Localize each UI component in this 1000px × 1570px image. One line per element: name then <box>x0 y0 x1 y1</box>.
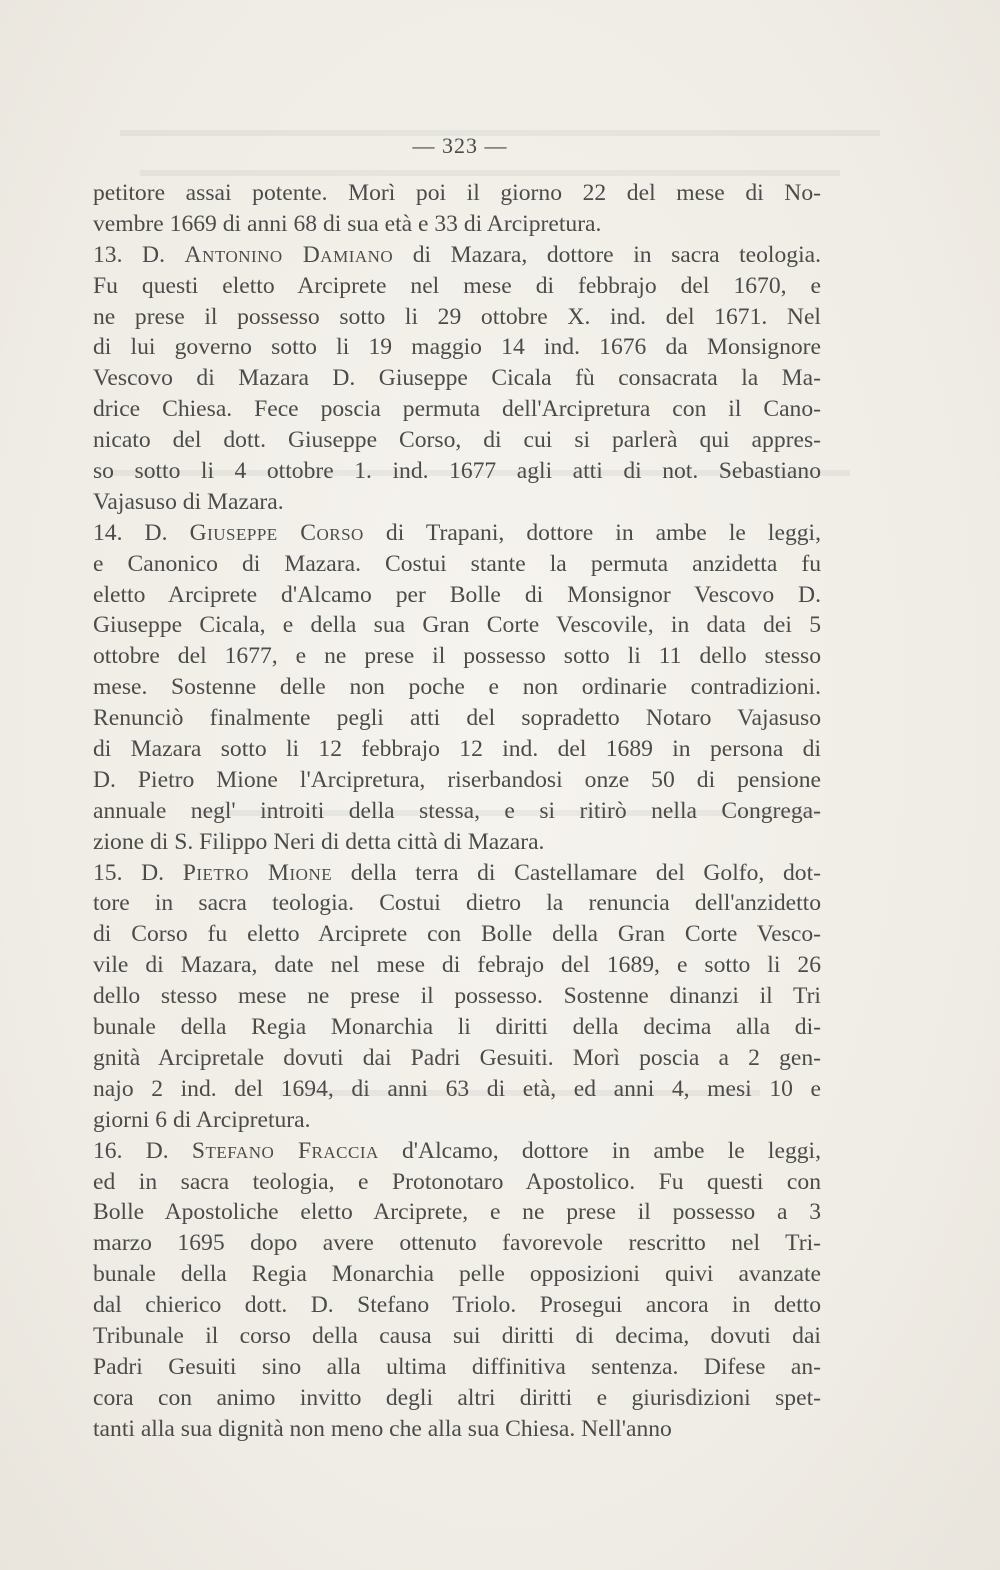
text-line <box>93 363 821 394</box>
text-run: Vajasuso di Mazara. <box>93 488 284 515</box>
text-run: 14. D. <box>93 519 190 546</box>
text-run: bunale della Regia Monarchia pelle opposizioni quivi avanzate <box>93 1261 821 1288</box>
text-run: di Trapani, dottore in ambe le leggi, <box>363 519 821 546</box>
text-run: vile di Mazara, date nel mese di febrajo del 1689, e sotto li 26 <box>93 952 821 979</box>
text-run: Padri Gesuiti sino alla ultima diffinitiva sentenza. Difese an- <box>93 1353 821 1380</box>
text-line <box>93 672 821 703</box>
text-line <box>93 1074 821 1105</box>
text-line <box>93 271 821 302</box>
paragraph <box>93 858 821 1136</box>
body-text <box>93 178 821 1445</box>
text-line <box>93 425 821 456</box>
text-line <box>93 1043 821 1074</box>
text-run: najo 2 ind. del 1694, di anni 63 di età, ed anni 4, mesi 10 e <box>93 1075 821 1102</box>
text-line <box>93 858 821 889</box>
text-line <box>93 394 821 425</box>
text-line <box>93 1197 821 1228</box>
text-run: d'Alcamo, dottore in ambe le leggi, <box>378 1137 821 1164</box>
text-run: petitore assai potente. Morì poi il giorno 22 del mese di No- <box>93 180 821 206</box>
text-line <box>93 209 821 240</box>
text-line <box>93 1352 821 1383</box>
text-run: 15. D. <box>93 859 183 886</box>
text-line <box>93 919 821 950</box>
text-run: mese. Sostenne delle non poche e non ordinarie contradizioni. <box>93 674 821 701</box>
text-line <box>93 1136 821 1167</box>
text-run: Giuseppe Cicala, e della sua Gran Corte Vescovile, in data dei 5 <box>93 612 821 639</box>
text-line <box>93 487 821 518</box>
text-run: Renunciò finalmente pegli atti del sopradetto Notaro Vajasuso <box>93 705 821 732</box>
text-run: nicato del dott. Giuseppe Corso, di cui si parlerà qui appres- <box>93 427 821 454</box>
text-line <box>93 1012 821 1043</box>
text-run: ed in sacra teologia, e Protonotaro Apostolico. Fu questi con <box>93 1168 821 1195</box>
text-line <box>93 1228 821 1259</box>
text-line <box>93 981 821 1012</box>
text-line <box>93 1167 821 1198</box>
text-line <box>93 1321 821 1352</box>
text-run: so sotto li 4 ottobre 1. ind. 1677 agli atti di not. Sebastiano <box>93 458 821 485</box>
text-run: Bolle Apostoliche eletto Arciprete, e ne prese il possesso a 3 <box>93 1199 821 1226</box>
text-run: e Canonico di Mazara. Costui stante la permuta anzidetta fu <box>93 550 821 577</box>
text-line <box>93 888 821 919</box>
text-run: D. Pietro Mione l'Arcipretura, riserbandosi onze 50 di pensione <box>93 766 821 793</box>
text-run: zione di S. Filippo Neri di detta città di Mazara. <box>93 828 545 855</box>
text-run: dello stesso mese ne prese il possesso. Sostenne dinanzi il Tri <box>93 983 821 1010</box>
text-run: bunale della Regia Monarchia li diritti della decima alla di- <box>93 1014 821 1041</box>
page-number: — 323 — <box>412 133 508 158</box>
text-line <box>93 1414 821 1445</box>
text-run: di Mazara sotto li 12 febbrajo 12 ind. del 1689 in persona di <box>93 736 821 763</box>
text-run: 16. D. <box>93 1137 192 1164</box>
text-line <box>93 796 821 827</box>
text-run: di lui governo sotto li 19 maggio 14 ind. 1676 da Monsignore <box>93 334 821 361</box>
text-line <box>93 950 821 981</box>
text-run: Fu questi eletto Arciprete nel mese di febbrajo del 1670, e <box>93 272 821 299</box>
text-run: Vescovo di Mazara D. Giuseppe Cicala fù consacrata la Ma- <box>93 365 821 392</box>
text-run: vembre 1669 di anni 68 di sua età e 33 di Arcipretura. <box>93 210 602 237</box>
text-run: ottobre del 1677, e ne prese il possesso sotto li 11 dello stesso <box>93 643 821 670</box>
text-line <box>93 610 821 641</box>
text-line <box>93 827 821 858</box>
text-line <box>93 518 821 549</box>
text-run: ne prese il possesso sotto li 29 ottobre X. ind. del 1671. Nel <box>93 303 821 330</box>
text-run: tanti alla sua dignità non meno che alla sua Chiesa. Nell'anno <box>93 1415 672 1442</box>
text-line <box>93 1290 821 1321</box>
text-line <box>93 734 821 765</box>
text-run: eletto Arciprete d'Alcamo per Bolle di Monsignor Vescovo D. <box>93 581 821 608</box>
paragraph <box>93 1136 821 1445</box>
text-line <box>93 1383 821 1414</box>
text-line <box>93 765 821 796</box>
person-name: Giuseppe Corso <box>189 519 364 546</box>
person-name: Pietro Mione <box>182 859 333 886</box>
paragraph <box>93 178 821 240</box>
text-run: marzo 1695 dopo avere ottenuto favorevole rescritto nel Tri- <box>93 1230 821 1257</box>
text-run: Tribunale il corso della causa sui diritti di decima, dovuti dai <box>93 1322 821 1349</box>
text-run: 13. D. <box>93 241 185 268</box>
person-name: Stefano Fraccia <box>191 1137 379 1164</box>
text-run: dal chierico dott. D. Stefano Triolo. Prosegui ancora in detto <box>93 1292 821 1319</box>
text-line <box>93 302 821 333</box>
text-run: giorni 6 di Arcipretura. <box>93 1106 311 1133</box>
text-line <box>93 549 821 580</box>
text-line <box>93 1259 821 1290</box>
text-run: di Mazara, dottore in sacra teologia. <box>393 241 822 268</box>
text-line <box>93 332 821 363</box>
person-name: Antonino Damiano <box>184 241 394 268</box>
text-line <box>93 703 821 734</box>
text-run: cora con animo invitto degli altri diritti e giurisdizioni spet- <box>93 1384 821 1411</box>
text-run: della terra di Castellamare del Golfo, dot- <box>332 859 821 886</box>
paragraph <box>93 518 821 858</box>
text-run: drice Chiesa. Fece poscia permuta dell'Arcipretura con il Cano- <box>93 396 821 423</box>
paragraph <box>93 240 821 518</box>
text-line <box>93 240 821 271</box>
text-run: tore in sacra teologia. Costui dietro la renuncia dell'anzidetto <box>93 890 821 917</box>
text-line <box>93 178 821 209</box>
text-run: gnità Arcipretale dovuti dai Padri Gesuiti. Morì poscia a 2 gen- <box>93 1044 821 1071</box>
text-run: di Corso fu eletto Arciprete con Bolle della Gran Corte Vesco- <box>93 921 821 948</box>
text-run: annuale negl' introiti della stessa, e si ritirò nella Congrega- <box>93 797 821 824</box>
text-line <box>93 1105 821 1136</box>
text-line <box>93 580 821 611</box>
text-line <box>93 641 821 672</box>
text-line <box>93 456 821 487</box>
